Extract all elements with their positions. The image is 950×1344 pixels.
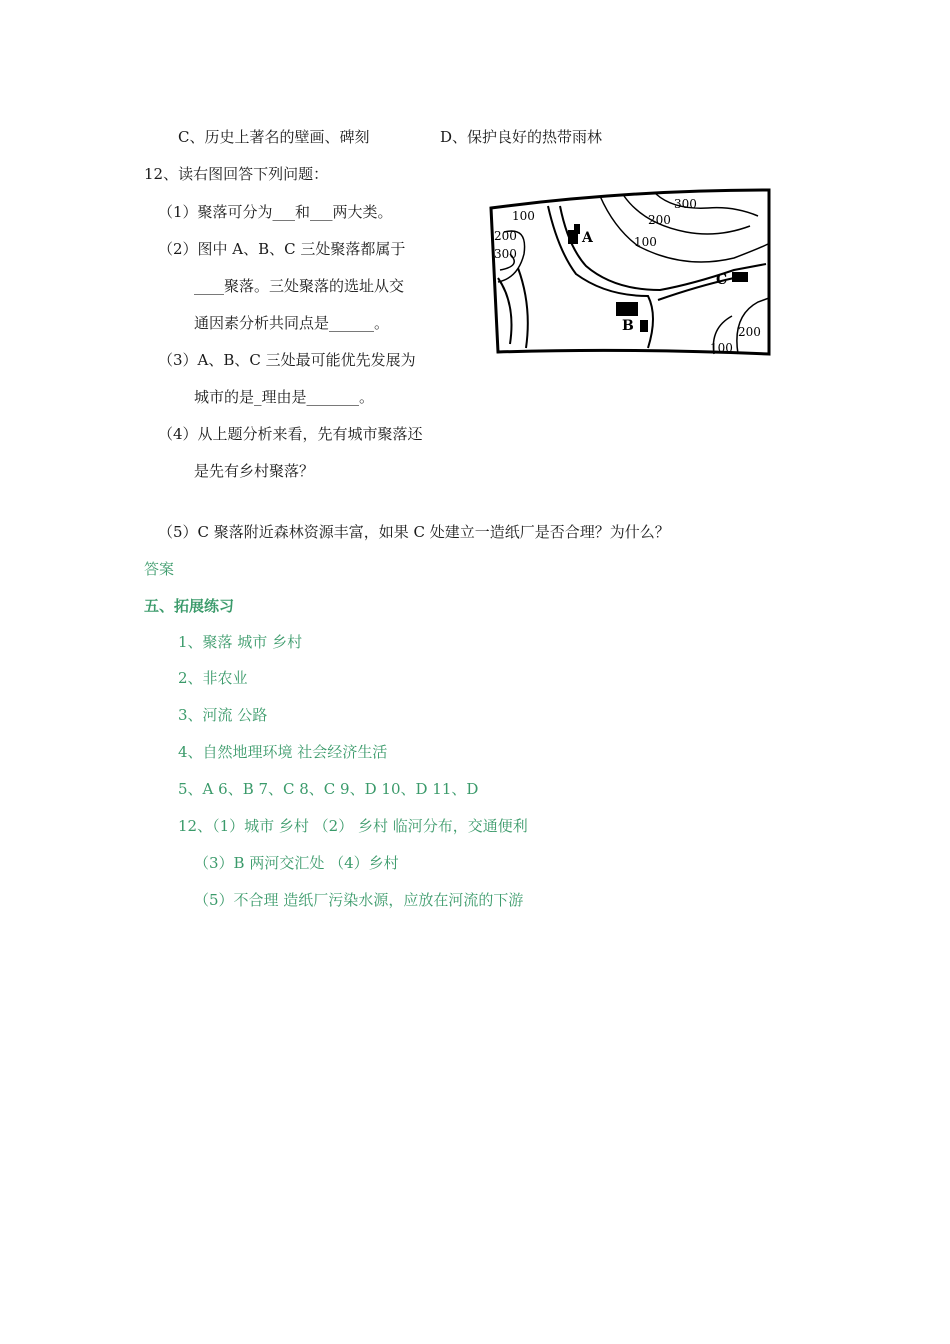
settlement-b-block [616,302,638,316]
contour-label: 100 [512,209,535,223]
answers-section-title: 五、拓展练习 [144,597,235,615]
question-12-3-line1: （3）A、B、C 三处最可能优先发展为 [158,351,416,369]
contour-line [656,194,758,216]
answer-item: 5、A 6、B 7、C 8、C 9、D 10、D 11、D [178,780,479,798]
question-12-1: （1）聚落可分为___和___两大类。 [158,203,393,221]
settlement-a-block [574,224,580,234]
question-12-2-line1: （2）图中 A、B、C 三处聚落都属于 [158,240,406,258]
question-12-4-line1: （4）从上题分析来看，先有城市聚落还 [158,425,423,443]
answer-item: 2、非农业 [178,669,248,687]
contour-label: 300 [674,197,697,211]
settlement-label-c: C [716,272,728,288]
answer-item: （5）不合理 造纸厂污染水源，应放在河流的下游 [194,891,524,909]
contour-map-figure [488,186,774,364]
contour-label: 100 [710,341,733,355]
answers-heading: 答案 [144,560,175,578]
question-12-2-line3: 通因素分析共同点是______。 [194,314,390,332]
contour-label: 200 [738,325,761,339]
question-12-5: （5）C 聚落附近森林资源丰富，如果 C 处建立一造纸厂是否合理？为什么？ [158,523,670,541]
settlement-c-block [732,272,748,282]
contour-label: 300 [494,247,517,261]
answer-item: 1、聚落 城市 乡村 [178,633,303,651]
settlement-label-b: B [622,318,634,334]
question-12-title: 12、读右图回答下列问题： [144,165,329,183]
answer-item: （3）B 两河交汇处 （4）乡村 [194,854,399,872]
contour-label: 200 [648,213,671,227]
question-12-4-line2: 是先有乡村聚落？ [194,462,315,480]
contour-label: 200 [494,229,517,243]
question-12-2-line2: ____聚落。三处聚落的选址从交 [194,277,405,295]
question-12-3-line2: 城市的是_理由是_______。 [194,388,375,406]
contour-label: 100 [634,235,657,249]
option-d: D、保护良好的热带雨林 [440,128,603,146]
settlement-label-a: A [582,230,593,246]
answer-item: 3、河流 公路 [178,706,268,724]
answer-item: 4、自然地理环境 社会经济生活 [178,743,388,761]
option-c: C、历史上著名的壁画、碑刻 [178,128,370,146]
settlement-b-block [640,320,648,332]
answer-item: 12、（1）城市 乡村 （2） 乡村 临河分布，交通便利 [178,817,528,835]
